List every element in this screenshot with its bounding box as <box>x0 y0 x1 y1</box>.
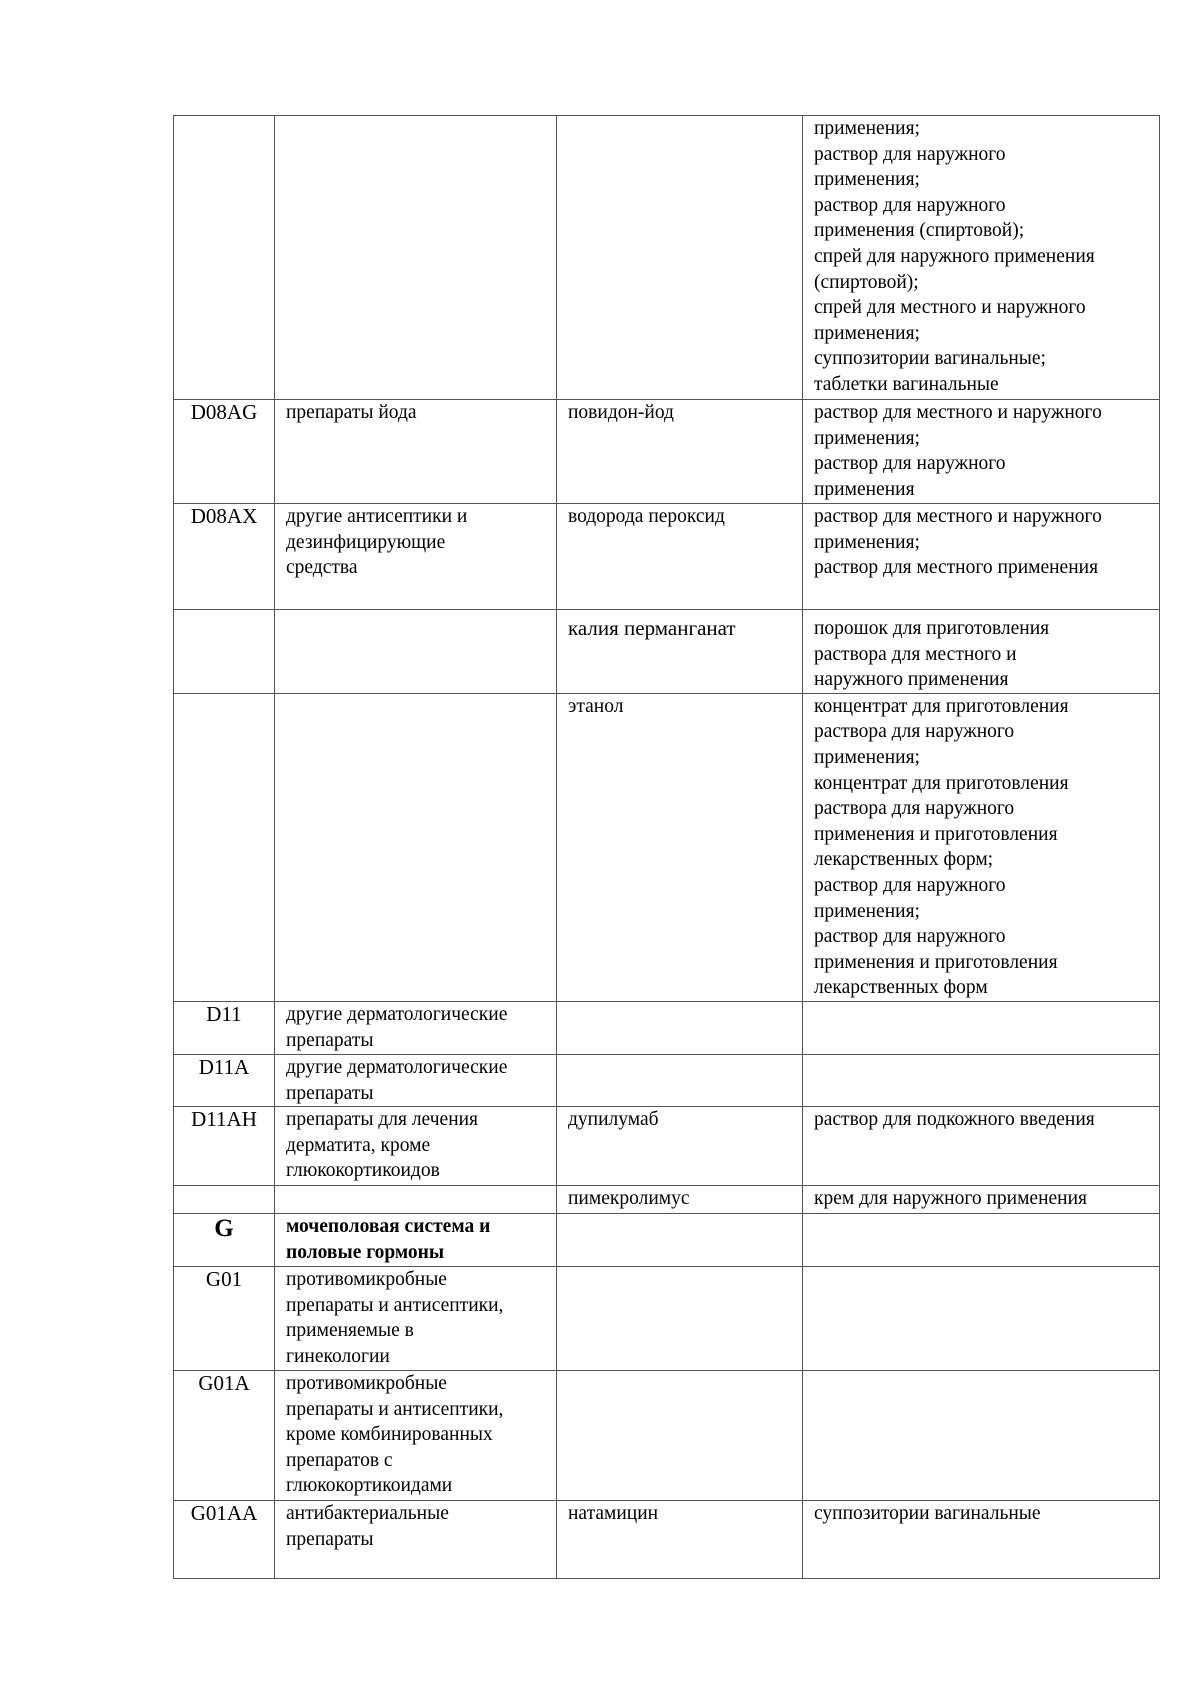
atc-code-cell: D11A <box>174 1054 275 1106</box>
dosage-forms-cell: концентрат для приготовления раствора для наружного применения; концентрат для приготовления раствора для наружного применения и приготовления лекарственных форм; раствор для наружного применения; раствор для наружного применения и приготовления лекарственных форм <box>803 693 1160 1001</box>
group-name-cell <box>275 610 557 694</box>
group-name-cell: противомикробные препараты и антисептики, применяемые в гинекологии <box>275 1267 557 1371</box>
group-name-cell <box>275 1186 557 1214</box>
group-name-cell: другие антисептики и дезинфицирующие средства <box>275 504 557 610</box>
table-row <box>174 400 1160 504</box>
table-row <box>174 1267 1160 1371</box>
drug-name-cell <box>557 1267 803 1371</box>
group-name-cell: мочеполовая система и половые гормоны <box>275 1214 557 1267</box>
drug-name-cell: натамицин <box>557 1501 803 1579</box>
drug-name-cell: водорода пероксид <box>557 504 803 610</box>
dosage-forms-cell <box>803 1001 1160 1054</box>
group-name-cell <box>275 116 557 400</box>
group-name-cell: препараты йода <box>275 400 557 504</box>
atc-code-cell: G01 <box>174 1267 275 1371</box>
table-row <box>174 693 1160 1001</box>
atc-code-cell: G <box>174 1214 275 1267</box>
atc-code-cell <box>174 1186 275 1214</box>
atc-code-cell <box>174 116 275 400</box>
group-name-cell: препараты для лечения дерматита, кроме глюкокортикоидов <box>275 1107 557 1186</box>
atc-code-cell: G01A <box>174 1371 275 1501</box>
group-name-cell <box>275 693 557 1001</box>
table-row <box>174 1001 1160 1054</box>
dosage-forms-cell: раствор для местного и наружного применения; раствор для наружного применения <box>803 400 1160 504</box>
dosage-forms-cell: порошок для приготовления раствора для местного и наружного применения <box>803 610 1160 694</box>
group-name-cell: другие дерматологические препараты <box>275 1001 557 1054</box>
dosage-forms-cell: крем для наружного применения <box>803 1186 1160 1214</box>
group-name-cell: антибактериальные препараты <box>275 1501 557 1579</box>
atc-code-cell: D11AH <box>174 1107 275 1186</box>
table-row <box>174 1186 1160 1214</box>
dosage-forms-cell <box>803 1267 1160 1371</box>
drug-list-table <box>173 115 1160 1579</box>
group-name-cell: другие дерматологические препараты <box>275 1054 557 1106</box>
table-row <box>174 116 1160 400</box>
table-row <box>174 1214 1160 1267</box>
atc-code-cell: G01AA <box>174 1501 275 1579</box>
drug-name-cell: калия перманганат <box>557 610 803 694</box>
table-row <box>174 1501 1160 1579</box>
group-name-cell: противомикробные препараты и антисептики, кроме комбинированных препаратов с глюкокортикоидами <box>275 1371 557 1501</box>
drug-name-cell <box>557 1214 803 1267</box>
drug-name-cell: пимекролимус <box>557 1186 803 1214</box>
dosage-forms-cell <box>803 1371 1160 1501</box>
atc-code-cell <box>174 693 275 1001</box>
atc-code-cell <box>174 610 275 694</box>
dosage-forms-cell: применения; раствор для наружного применения; раствор для наружного применения (спиртовой); спрей для наружного применения (спиртовой); спрей для местного и наружного применения; суппозитории вагинальные; таблетки вагинальные <box>803 116 1160 400</box>
dosage-forms-cell: раствор для подкожного введения <box>803 1107 1160 1186</box>
atc-code-cell: D08AX <box>174 504 275 610</box>
drug-name-cell: дупилумаб <box>557 1107 803 1186</box>
atc-code-cell: D08AG <box>174 400 275 504</box>
table-row <box>174 1107 1160 1186</box>
table-row <box>174 610 1160 694</box>
atc-code-cell: D11 <box>174 1001 275 1054</box>
table-row <box>174 1054 1160 1106</box>
table-row <box>174 504 1160 610</box>
table-row <box>174 1371 1160 1501</box>
drug-name-cell <box>557 1371 803 1501</box>
drug-name-cell: этанол <box>557 693 803 1001</box>
drug-name-cell <box>557 1001 803 1054</box>
dosage-forms-cell <box>803 1054 1160 1106</box>
drug-name-cell <box>557 116 803 400</box>
dosage-forms-cell <box>803 1214 1160 1267</box>
drug-name-cell <box>557 1054 803 1106</box>
drug-name-cell: повидон-йод <box>557 400 803 504</box>
dosage-forms-cell: раствор для местного и наружного применения; раствор для местного применения <box>803 504 1160 610</box>
dosage-forms-cell: суппозитории вагинальные <box>803 1501 1160 1579</box>
